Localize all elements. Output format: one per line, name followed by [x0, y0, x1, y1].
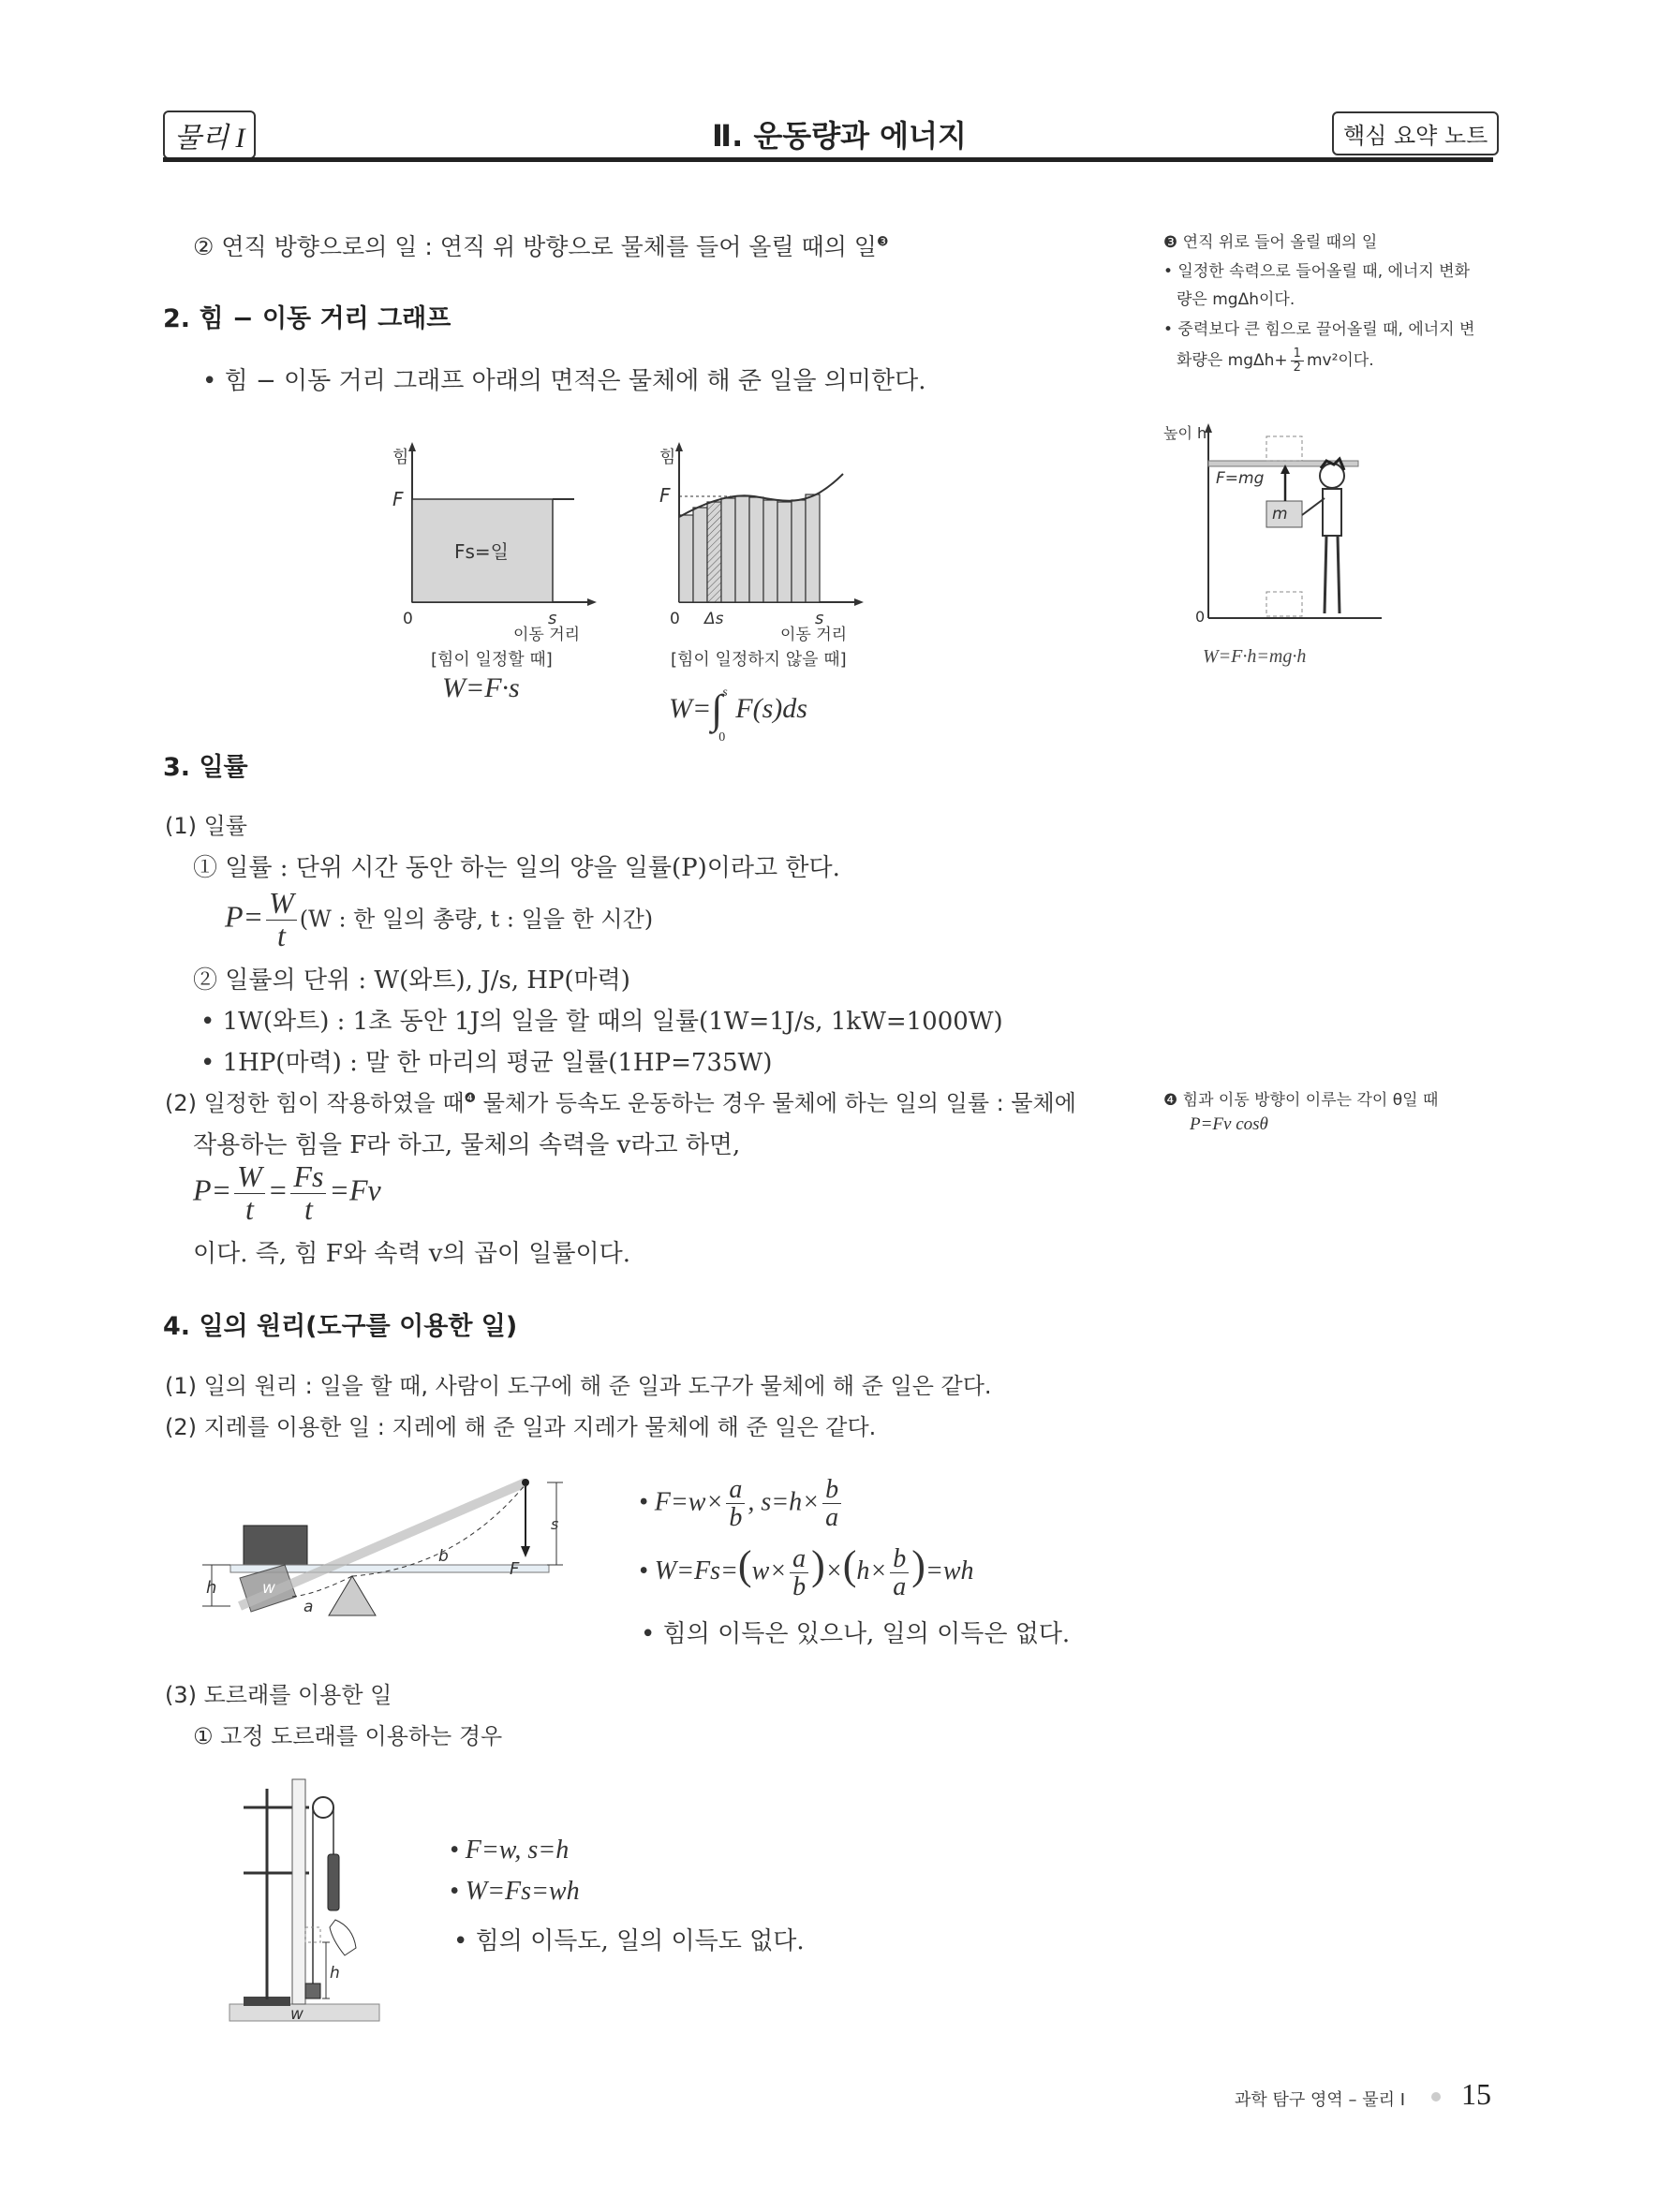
g2-strip	[721, 498, 735, 602]
sec4-p3: (3) 도르래를 이용한 일	[165, 1682, 392, 1708]
g2-strip	[693, 508, 707, 602]
lf1-b: , s=h×	[748, 1487, 821, 1517]
sec3-p2-b: 물체가 등속도 운동하는 경우 물체에 하는 일의 일률 : 물체에	[476, 1090, 1076, 1116]
spring-scale	[328, 1854, 339, 1910]
f2-d2: t	[303, 1191, 313, 1226]
sec3-p1-2: ② 일률의 단위 : W(와트), J/s, HP(마력)	[193, 966, 630, 995]
lf2-b: w×	[751, 1556, 788, 1585]
note3-bullet2: • 중력보다 큰 힘으로 끌어올릴 때, 에너지 변	[1163, 320, 1475, 339]
g2-strip	[749, 497, 763, 602]
sec3-p1: (1) 일률	[165, 813, 247, 839]
lf2-n1: a	[790, 1545, 808, 1573]
f2-rhs: =Fv	[329, 1172, 381, 1207]
g2-strip	[777, 502, 792, 602]
section2-heading: 2. 힘 − 이동 거리 그래프	[163, 304, 452, 333]
sec3-bullet2: • 1HP(마력) : 말 한 마리의 평균 일률(1HP=735W)	[200, 1049, 773, 1077]
lf2-n2: b	[890, 1545, 909, 1573]
g2-strip	[763, 500, 777, 602]
integral-upper: s	[722, 686, 728, 700]
lever-force-point	[522, 1479, 529, 1486]
person-leg-left	[1325, 536, 1326, 613]
lf2-frac1	[790, 1545, 808, 1601]
g1-caption: [힘이 일정할 때]	[431, 650, 553, 670]
note4-title: ❹ 힘과 이동 방향이 이루는 각이 θ일 때	[1163, 1091, 1439, 1110]
lever-formula1	[639, 1476, 844, 1532]
g2-formula-rhs: F(s)ds	[735, 693, 807, 724]
g2-caption: [힘이 일정하지 않을 때]	[671, 650, 847, 670]
hand	[330, 1920, 356, 1955]
lf2-a: • W=Fs=	[639, 1556, 738, 1585]
sec1-item2	[193, 229, 889, 262]
sec4-p2: (2) 지레를 이용한 일 : 지레에 해 준 일과 지레가 물체에 해 준 일은 같다.	[165, 1414, 877, 1440]
sec3-p2	[165, 1084, 1076, 1117]
note3-bullet1: • 일정한 속력으로 들어올릴 때, 에너지 변화	[1163, 262, 1471, 281]
section2-bullet: • 힘 − 이동 거리 그래프 아래의 면적은 물체에 해 준 일을 의미한다.	[202, 367, 926, 395]
pulley-w-label: w	[290, 2005, 303, 2023]
note3-fraction	[1291, 347, 1304, 374]
sec3-p2-c: 작용하는 힘을 F라 하고, 물체의 속력을 v라고 하면,	[193, 1131, 741, 1159]
g2-ds-label: Δs	[704, 610, 724, 628]
footer-text: 과학 탐구 영역 – 물리 I	[1235, 2090, 1406, 2110]
g1-formula: W=F·s	[442, 672, 520, 703]
lever-force-arrowhead	[521, 1546, 530, 1557]
f2-n1: W	[234, 1161, 265, 1194]
lf2-paren-open: (	[737, 1542, 752, 1588]
g2-formula-lhs: W=	[669, 693, 712, 724]
g2-x-arrow	[854, 598, 864, 606]
lever-conclusion: • 힘의 이득은 있으나, 일의 이득은 없다.	[641, 1620, 1071, 1648]
header-rule	[163, 157, 1493, 162]
person-body	[1323, 489, 1341, 536]
sec3-formula1	[225, 888, 653, 951]
note3-frac-num: 1	[1291, 347, 1304, 361]
note3-formula-c: mv²이다.	[1306, 351, 1374, 370]
section4-heading: 4. 일의 원리(도구를 이용한 일)	[163, 1312, 518, 1341]
lever-a-label: a	[303, 1598, 314, 1616]
badge-label: 핵심 요약 노트	[1343, 123, 1488, 149]
lf1-a: • F=w×	[639, 1487, 724, 1517]
lever-block-top	[244, 1526, 307, 1565]
sec4-p3-1: ① 고정 도르래를 이용하는 경우	[193, 1723, 503, 1749]
lf1-frac2	[822, 1476, 841, 1532]
g2-strip	[792, 500, 806, 602]
f1-fraction	[266, 888, 297, 951]
pulley-formula1: • F=w, s=h	[450, 1836, 570, 1865]
person-arm	[1302, 498, 1325, 515]
f2-n2: Fs	[290, 1161, 326, 1194]
lf1-d2: a	[825, 1503, 839, 1533]
g2-s-label: s	[815, 609, 824, 628]
f1-den: t	[277, 918, 286, 952]
g2-xlabel: 이동 거리	[780, 626, 848, 644]
g2-strip	[679, 515, 693, 602]
force-label: F=mg	[1216, 469, 1265, 488]
f1-lhs: P=	[225, 899, 264, 934]
mass-label: m	[1272, 505, 1288, 524]
height-label: 높이 h	[1163, 424, 1207, 442]
integral-sign: ∫	[711, 686, 723, 732]
footnote-mark-3: ❸	[876, 234, 889, 250]
person-head	[1320, 464, 1344, 488]
footer-dot	[1431, 2092, 1441, 2101]
f2-eq: =	[267, 1172, 289, 1207]
g2-y-arrow	[675, 442, 683, 451]
lever-F-label: F	[510, 1559, 520, 1579]
f2-lhs: P=	[193, 1172, 232, 1207]
pulley-conclusion: • 힘의 이득도, 일의 이득도 없다.	[453, 1927, 805, 1955]
section-badge	[1332, 111, 1499, 155]
g1-F-label: F	[392, 488, 404, 510]
lf1-n2: b	[822, 1476, 841, 1504]
integral-lower: 0	[718, 730, 726, 745]
subject-badge	[163, 111, 256, 159]
f1-num: W	[266, 888, 297, 921]
f2-frac2	[290, 1161, 326, 1225]
lever-w-label: w	[262, 1579, 275, 1598]
lf2-frac2	[890, 1545, 909, 1601]
g2-ylabel: 힘	[659, 448, 676, 467]
sec3-bullet1: • 1W(와트) : 1초 동안 1J의 일을 할 때의 일률(1W=1J/s, 1kW=1000W)	[200, 1008, 1003, 1036]
g2-strip	[735, 496, 749, 602]
lf2-d: h×	[856, 1556, 888, 1585]
note4-formula: P=Fv cosθ	[1190, 1114, 1268, 1134]
g1-ylabel: 힘	[392, 448, 409, 467]
lf1-frac1	[726, 1476, 745, 1532]
f1-note: (W : 한 일의 총량, t : 일을 한 시간)	[299, 906, 654, 933]
f2-frac1	[234, 1161, 265, 1225]
lf2-c: ×	[824, 1556, 843, 1585]
g2-formula	[669, 680, 807, 745]
g2-strip	[806, 494, 820, 602]
f2-d1: t	[245, 1191, 254, 1226]
lever-formula2	[639, 1541, 974, 1600]
lf2-paren2-close: )	[911, 1542, 925, 1588]
pulley-h-label: h	[330, 1964, 340, 1983]
graph-variable-force	[646, 438, 871, 644]
sec3-p2-d: 이다. 즉, 힘 F와 속력 v의 곱이 일률이다.	[193, 1240, 630, 1268]
person-leg-right	[1338, 536, 1340, 613]
sec1-item2-text: ② 연직 방향으로의 일 : 연직 위 방향으로 물체를 들어 올릴 때의 일	[193, 233, 877, 260]
note3-frac-den: 2	[1293, 360, 1301, 375]
sec3-p1-1: ① 일률 : 단위 시간 동안 하는 일의 양을 일률(P)이라고 한다.	[193, 854, 840, 882]
lf2-d2: a	[893, 1572, 907, 1602]
section3-heading: 3. 일률	[163, 753, 248, 782]
sec4-p1: (1) 일의 원리 : 일을 할 때, 사람이 도구에 해 준 일과 도구가 물체에 해 준 일은 같다.	[165, 1373, 992, 1399]
pulley-weight	[305, 1983, 320, 1998]
lifting-caption: W=F·h=mg·h	[1203, 646, 1307, 667]
g1-area-label: Fs=일	[454, 540, 510, 563]
lf2-d1: b	[792, 1572, 807, 1602]
pulley-base-plate	[229, 2004, 379, 2021]
lf2-e: =wh	[925, 1556, 974, 1585]
lever-fulcrum	[329, 1576, 376, 1615]
sec3-p2-a: (2) 일정한 힘이 작용하였을 때	[165, 1090, 465, 1116]
note3-bullet1b: 량은 mgΔh이다.	[1177, 290, 1295, 309]
lf2-paren2-open: (	[842, 1542, 857, 1588]
g1-x-arrow	[587, 598, 597, 606]
footnote-mark-4: ❹	[464, 1091, 477, 1106]
lifting-box-bottom	[1266, 592, 1302, 616]
pulley-figure	[225, 1770, 384, 2023]
g2-strips	[679, 494, 820, 602]
pulley-wheel	[313, 1797, 333, 1818]
lf2-paren-close: )	[811, 1542, 825, 1588]
lf1-d1: b	[729, 1503, 743, 1533]
note3-formula-a: 화량은 mgΔh+	[1177, 351, 1288, 370]
page-number: 15	[1461, 2077, 1491, 2111]
lever-s-label: s	[551, 1515, 559, 1533]
g2-strip-ds	[707, 502, 721, 602]
g1-xlabel: 이동 거리	[513, 626, 581, 644]
lever-h-label: h	[206, 1578, 217, 1598]
g1-y-arrow	[408, 442, 416, 451]
note3-title: ❸ 연직 위로 들어 올릴 때의 일	[1163, 233, 1378, 252]
lever-b-label: b	[438, 1547, 449, 1566]
lever-figure	[193, 1466, 586, 1653]
lifting-origin: 0	[1195, 608, 1206, 626]
graph-constant-force	[379, 438, 604, 644]
note3-bullet2b	[1177, 347, 1374, 374]
lf1-n1: a	[726, 1476, 745, 1504]
chapter-title: Ⅱ. 운동량과 에너지	[712, 118, 967, 154]
lifting-figure	[1162, 421, 1405, 637]
pulley-ruler	[292, 1779, 305, 2004]
subject-label: 물리 I	[174, 123, 245, 154]
g1-origin: 0	[403, 610, 413, 628]
g2-F-label: F	[659, 484, 671, 507]
pulley-formula2: • W=Fs=wh	[450, 1877, 580, 1906]
g2-origin: 0	[670, 610, 680, 628]
g1-s-label: s	[548, 609, 557, 628]
lifting-box-top	[1266, 436, 1302, 461]
sec3-formula2	[193, 1161, 381, 1225]
